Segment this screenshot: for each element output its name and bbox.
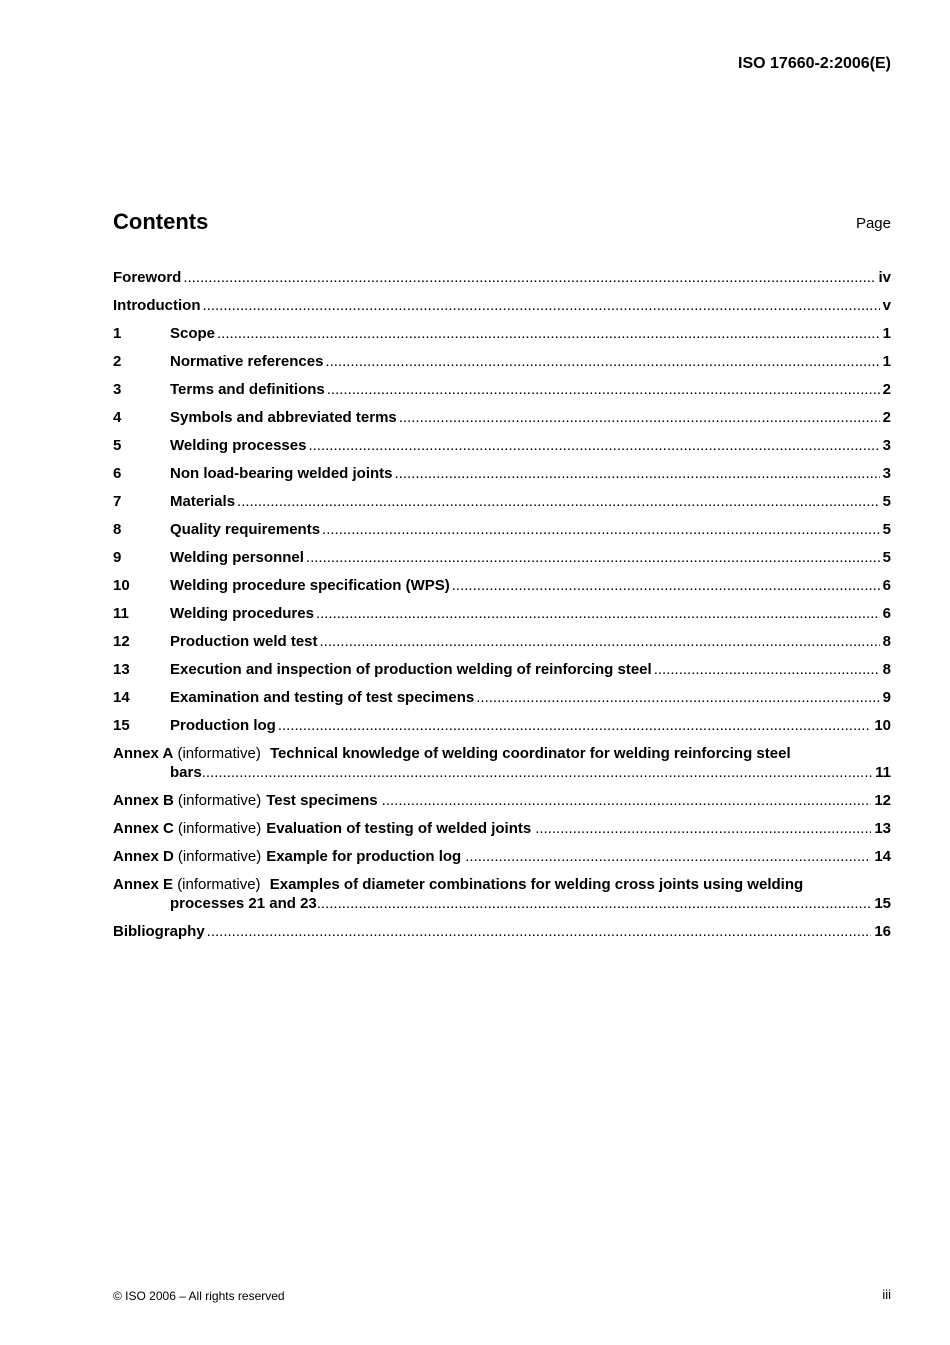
annex-title: Test specimens — [266, 792, 378, 809]
toc-entry-12[interactable] — [113, 632, 891, 660]
toc-entry-page: 8 — [882, 633, 891, 650]
toc-entry-page: 3 — [882, 465, 891, 482]
toc-entry-page: 8 — [882, 661, 891, 678]
dot-leader — [316, 604, 880, 623]
toc-entry-title: Welding personnel — [170, 549, 304, 566]
document-id: ISO 17660-2:2006(E) — [738, 55, 891, 72]
annex-title: Technical knowledge of welding coordinator for welding reinforcing steel — [270, 745, 791, 762]
toc-entry-13[interactable] — [113, 660, 891, 688]
toc-entry-title: Bibliography — [113, 923, 205, 940]
toc-entry-number: 3 — [113, 381, 122, 398]
toc-entry-3[interactable] — [113, 380, 891, 408]
toc-entry-page: 1 — [882, 353, 891, 370]
toc-entry-title: Welding procedure specification (WPS) — [170, 577, 450, 594]
toc-entry-number: 5 — [113, 437, 122, 454]
toc-entry-2[interactable] — [113, 352, 891, 380]
annex-type: (informative) — [177, 792, 262, 809]
dot-leader — [452, 576, 880, 595]
toc-entry-number: 1 — [113, 325, 122, 342]
toc-entry-title: Terms and definitions — [170, 381, 325, 398]
annex-label: Annex E — [113, 876, 174, 893]
toc-entry-title: Introduction — [113, 297, 201, 314]
page-title: Contents — [113, 209, 209, 234]
toc-entry-6[interactable] — [113, 464, 891, 492]
toc-annex-e[interactable] — [113, 875, 891, 913]
toc-entry-page: v — [882, 297, 891, 314]
toc-entry-number: 9 — [113, 549, 122, 566]
dot-leader — [395, 464, 880, 483]
toc-entry-number: 13 — [113, 661, 130, 678]
toc-entry-title: Scope — [170, 325, 216, 342]
dot-leader — [476, 688, 879, 707]
annex-page: 11 — [875, 764, 891, 781]
toc-annex-d[interactable] — [113, 847, 891, 875]
dot-leader — [278, 716, 871, 735]
toc-entry-title: Normative references — [170, 353, 324, 370]
toc-entry-title: Production weld test — [170, 633, 318, 650]
footer-copyright: © ISO 2006 – All rights reserved — [113, 1289, 285, 1303]
annex-type: (informative) — [177, 820, 262, 837]
toc-entry-title: Materials — [170, 493, 236, 510]
annex-title-continued: processes 21 and 23 — [170, 895, 317, 912]
toc-annex-b[interactable] — [113, 791, 891, 819]
toc-entry-page: 9 — [882, 689, 891, 706]
toc-entry-title: Non load-bearing welded joints — [170, 465, 393, 482]
annex-label: Annex A — [113, 745, 174, 762]
annex-title: Examples of diameter combinations for welding cross joints using welding — [269, 876, 804, 893]
dot-leader — [535, 819, 871, 838]
toc-entry-page: 16 — [874, 923, 891, 940]
toc-entry-8[interactable] — [113, 520, 891, 548]
toc-entry-number: 15 — [113, 717, 130, 734]
annex-title: Example for production log — [266, 848, 462, 865]
dot-leader — [327, 380, 880, 399]
toc-entry-number: 6 — [113, 465, 122, 482]
footer-page-number: iii — [882, 1287, 891, 1302]
toc-entry-page: 5 — [882, 549, 891, 566]
toc-entry-title: Foreword — [113, 269, 182, 286]
toc-entry-11[interactable] — [113, 604, 891, 632]
annex-title: Evaluation of testing of welded joints — [266, 820, 532, 837]
dot-leader — [317, 894, 872, 913]
dot-leader — [399, 408, 880, 427]
table-of-contents — [113, 268, 891, 950]
dot-leader — [322, 520, 880, 539]
toc-entry-page: 1 — [882, 325, 891, 342]
toc-entry-number: 11 — [113, 605, 129, 622]
dot-leader — [382, 791, 872, 810]
toc-entry-14[interactable] — [113, 688, 891, 716]
dot-leader — [183, 268, 875, 287]
dot-leader — [207, 922, 872, 941]
toc-entry-introduction[interactable] — [113, 296, 891, 324]
dot-leader — [306, 548, 880, 567]
toc-entry-number: 12 — [113, 633, 130, 650]
toc-entry-page: 3 — [882, 437, 891, 454]
toc-entry-7[interactable] — [113, 492, 891, 520]
annex-type: (informative) — [177, 848, 262, 865]
toc-entry-bibliography[interactable] — [113, 922, 891, 950]
toc-entry-page: 2 — [882, 381, 891, 398]
toc-entry-title: Welding processes — [170, 437, 307, 454]
annex-type: (informative) — [177, 745, 261, 762]
toc-entry-title: Execution and inspection of production welding of reinforcing steel — [170, 661, 652, 678]
toc-annex-a[interactable] — [113, 744, 891, 782]
toc-entry-4[interactable] — [113, 408, 891, 436]
annex-page: 15 — [874, 895, 891, 912]
toc-entry-number: 8 — [113, 521, 122, 538]
toc-entry-page: 5 — [882, 493, 891, 510]
dot-leader — [237, 492, 880, 511]
toc-entry-page: iv — [878, 269, 891, 286]
toc-entry-10[interactable] — [113, 576, 891, 604]
toc-entry-title: Examination and testing of test specimens — [170, 689, 475, 706]
toc-annex-c[interactable] — [113, 819, 891, 847]
toc-entry-5[interactable] — [113, 436, 891, 464]
toc-entry-title: Welding procedures — [170, 605, 314, 622]
page-column-label: Page — [855, 215, 891, 232]
toc-entry-page: 10 — [874, 717, 891, 734]
toc-entry-number: 2 — [113, 353, 122, 370]
dot-leader — [217, 324, 880, 343]
dot-leader — [325, 352, 879, 371]
dot-leader — [202, 763, 872, 782]
annex-label: Annex C — [113, 820, 174, 837]
dot-leader — [308, 436, 879, 455]
dot-leader — [654, 660, 880, 679]
toc-entry-number: 14 — [113, 689, 130, 706]
annex-label: Annex B — [113, 792, 174, 809]
toc-entry-15[interactable] — [113, 716, 891, 744]
dot-leader — [202, 296, 879, 315]
dot-leader — [465, 847, 871, 866]
toc-entry-page: 6 — [882, 577, 891, 594]
annex-page: 14 — [874, 848, 891, 865]
toc-entry-page: 6 — [882, 605, 891, 622]
toc-entry-page: 5 — [882, 521, 891, 538]
toc-entry-number: 4 — [113, 409, 122, 426]
toc-entry-number: 7 — [113, 493, 122, 510]
annex-label: Annex D — [113, 848, 174, 865]
annex-title-continued: bars — [170, 764, 202, 781]
toc-entry-number: 10 — [113, 577, 130, 594]
toc-entry-title: Quality requirements — [170, 521, 321, 538]
annex-page: 12 — [874, 792, 891, 809]
annex-page: 13 — [874, 820, 891, 837]
toc-entry-title: Symbols and abbreviated terms — [170, 409, 397, 426]
toc-entry-1[interactable] — [113, 324, 891, 352]
toc-entry-page: 2 — [882, 409, 891, 426]
annex-type: (informative) — [177, 876, 261, 893]
dot-leader — [320, 632, 880, 651]
toc-entry-title: Production log — [170, 717, 276, 734]
toc-entry-foreword[interactable] — [113, 268, 891, 296]
toc-entry-9[interactable] — [113, 548, 891, 576]
